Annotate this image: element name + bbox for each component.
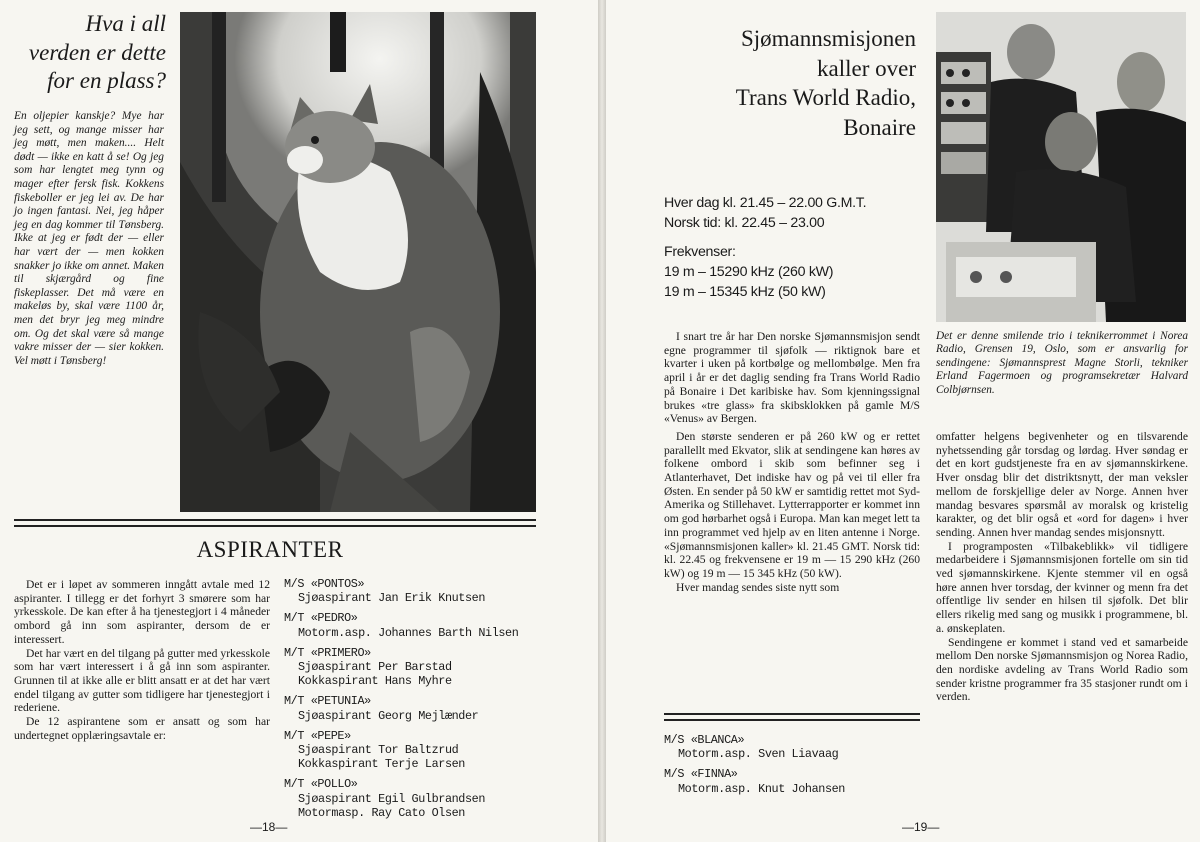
crew-name: Motorm.asp. Sven Liavaag xyxy=(678,747,839,762)
section-divider xyxy=(14,519,536,527)
body-paragraph: Det har vært en del tilgang på gutter med yrkesskole som har vært interessert i å gå inn som aspiranter. Grunnen til at ikke alle er blitt ansatt er at det har vært endel tilgang av gutter som tidligere har tjenestegjort i rederiene. xyxy=(14,646,270,715)
radio-room-photo xyxy=(936,12,1186,322)
cat-caption-text: En oljepier kanskje? Mye har jeg sett, og mange misser har jeg møtt, men maken.... Helt dødt — ikke en katt å se! Og jeg som har lengtet meg tynn og mager efter fersk fisk. Kokkens fiskeboller er jeg lei av. De har jo ingen fantasi. Nei, jeg håper jeg en dag kommer til Tønsberg. Ikke at jeg er født der — eller har vært der — men kokken snakker jo ikke om annet. Maken til skjærgård og fine fiskeplasser. Det må være en makeløs by, skal være 1100 år, men det bryr jeg meg mindre om. Og det skal være så mange vakre misser der — sier kokken. Vel møtt i Tønsberg! xyxy=(14,110,164,367)
cat-headline: Hva i all verden er dette for en plass? xyxy=(28,11,166,93)
crew-list xyxy=(284,577,540,820)
article-column-1 xyxy=(664,330,920,594)
frequency-item: 19 m – 15345 kHz (50 kW) xyxy=(664,284,826,300)
crew-ship: M/T «POLLO» xyxy=(284,777,358,792)
crew-list-continued xyxy=(664,733,920,796)
crew-name: Motormasp. Ray Cato Olsen xyxy=(298,805,465,820)
crew-ship: M/T «PETUNIA» xyxy=(284,694,371,709)
crew-name: Motorm.asp. Knut Johansen xyxy=(678,781,845,796)
radio-headline: Sjømannsmisjonen kaller over Trans World Radio, Bonaire xyxy=(735,26,916,140)
crew-ship: M/T «PEDRO» xyxy=(284,611,358,626)
body-paragraph: Det er i løpet av sommeren inngått avtale med 12 aspiranter. I tillegg er det forhyrt 3 smørere som har yrkesskole. De kan efter å ha tjenestegjort i 4 måneder ombord gå inn som aspiranter, dersom de er interessert. xyxy=(14,578,270,646)
crew-name: Kokkaspirant Hans Myhre xyxy=(298,674,452,689)
right-page xyxy=(606,0,1200,842)
spine-gutter xyxy=(598,0,606,842)
frequency-label: Frekvenser: xyxy=(664,244,736,260)
radio-room-photo-icon xyxy=(936,12,1186,322)
cat-photo xyxy=(180,12,536,512)
crew-name: Kokkaspirant Terje Larsen xyxy=(298,757,465,772)
body-paragraph: Hver mandag sendes siste nytt som xyxy=(676,580,840,594)
crew-ship: M/S «BLANCA» xyxy=(664,733,745,747)
aspiranter-body xyxy=(14,578,270,742)
frequency-list xyxy=(664,242,924,302)
body-paragraph: Den største senderen er på 260 kW og er rettet parallellt med Ekvator, slik at sendingene kan høres av folkene ombord i skib som befinner seg i Atlanterhavet, Det indiske hav og på vei til eller fra Østen. En sender på 50 kW er samtidig rettet mot Syd-Amerika og Stillehavet. Lytterrapporter er kommet inn om god hørbarhet også i Europa. Man kan meget lett ta inn programmet ved hjelp av en liten antenne i Norge. «Sjømannsmisjonen kaller» kl. 21.45 GMT. Norsk tid: kl. 22.45 og frekvensene er 19 m — 15 290 kHz (260 kW) og 19 m — 15 345 kHz (50 kW). xyxy=(664,429,920,580)
crew-ship: M/S «FINNA» xyxy=(664,767,738,782)
body-paragraph: De 12 aspirantene som er ansatt og som har undertegnet opplæringsavtale er: xyxy=(14,715,270,742)
page-number-right: —19— xyxy=(902,820,940,834)
crew-name: Sjøaspirant Tor Baltzrud xyxy=(298,743,459,758)
photo-caption: Det er denne smilende trio i teknikerrommet i Norea Radio, Grensen 19, Oslo, som er ansvarlig for sendingene: Sjømannsprest Magne Storli, tekniker Erland Fagermoen og programsekretær Halvard Colbjørnsen. xyxy=(936,330,1188,396)
crew-name: Sjøaspirant Per Barstad xyxy=(298,660,452,675)
page-number-left: —18— xyxy=(250,820,288,834)
crew-ship: M/T «PEPE» xyxy=(284,728,351,743)
crew-ship: M/T «PRIMERO» xyxy=(284,645,371,660)
left-page xyxy=(0,0,598,842)
broadcast-schedule: Hver dag kl. 21.45 – 22.00 G.M.T. Norsk tid: kl. 22.45 – 23.00 xyxy=(664,195,867,231)
crew-ship: M/S «PONTOS» xyxy=(284,577,365,591)
article-column-2 xyxy=(936,430,1188,704)
frequency-item: 19 m – 15290 kHz (260 kW) xyxy=(664,264,834,280)
cat-photo-icon xyxy=(180,12,536,512)
section-title: ASPIRANTER xyxy=(196,537,344,562)
body-paragraph: omfatter helgens begivenheter og en tilsvarende nyhetssending går torsdag og lørdag. Hver søndag er det en kort gudstjeneste fra en av sjømannskirkene. Hver onsdag blir det distriktsnytt, der man veksler mellom de forskjellige deler av Norge. Annen hver mandag besvares spørsmål av moralsk og kristelig karakter, og det blir også et «ord for dagen» i hver sending. Annen hver mandag sendes misjonsnytt. xyxy=(936,430,1188,539)
body-paragraph: I programposten «Tilbakeblikk» vil tidligere medarbeidere i Sjømannsmisjonen fortelle om sin tid ved sjømannskirkene. Kjente stemmer vil en også høre annen hver torsdag, der kvinner og menn fra det offentlige liv sender en hilsen til sjøfolk. Det blir ellers rikelig med sang og musikk i programmene, bl. a. ønskeplaten. xyxy=(936,539,1188,635)
crew-name: Sjøaspirant Egil Gulbrandsen xyxy=(298,791,486,806)
body-paragraph: I snart tre år har Den norske Sjømannsmisjon sendt egne programmer til sjøfolk — riktignok bare et kvarter i uken på kortbølge og mellombølge. Men fra april i år er det daglig sending fra Trans World Radio på Bonaire i Det karibiske hav. Som kjenningssignal brukes «tre glass» fra skibsklokken på gamle M/S «Venus» av Bergen. xyxy=(664,330,920,426)
body-paragraph: Sendingene er kommet i stand ved et samarbeide mellom Den norske Sjømannsmisjon og Norea Radio, den nordiske avdeling av Trans World Radio som sender kristne programmer fra 35 stasjoner rundt om i verden. xyxy=(936,635,1188,704)
crew-name: Sjøaspirant Georg Mejlænder xyxy=(298,708,479,723)
crew-name: Sjøaspirant Jan Erik Knutsen xyxy=(298,591,486,606)
crew-name: Motorm.asp. Johannes Barth Nilsen xyxy=(298,625,519,640)
section-divider xyxy=(664,713,920,721)
